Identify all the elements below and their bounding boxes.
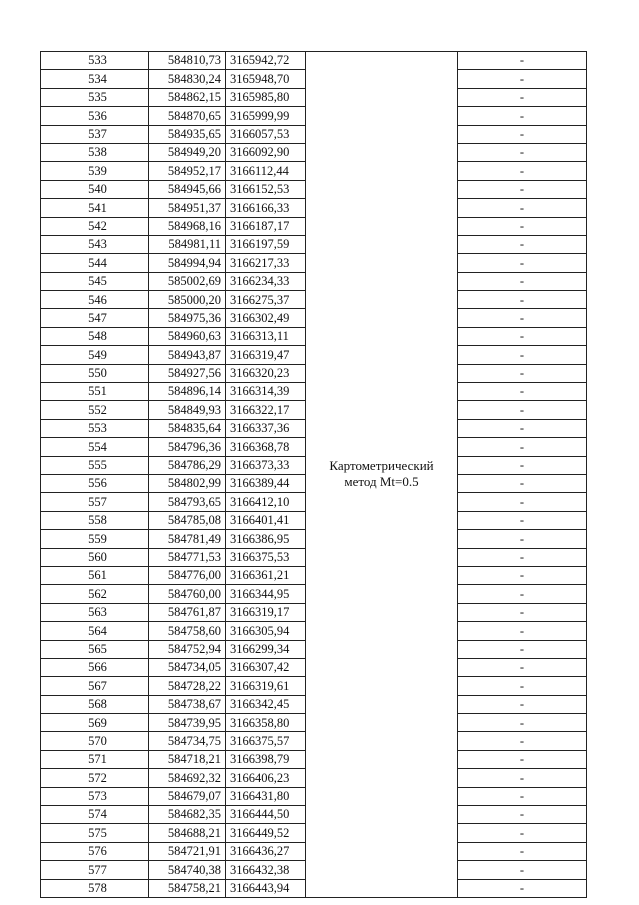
- note-cell: -: [458, 677, 587, 695]
- note-cell: -: [458, 585, 587, 603]
- point-number-cell: 558: [41, 511, 149, 529]
- point-number-cell: 562: [41, 585, 149, 603]
- coordinates-table: [40, 51, 587, 898]
- x-coordinate-cell: 584758,21: [149, 879, 226, 897]
- y-coordinate-cell: 3166412,10: [226, 493, 306, 511]
- y-coordinate-cell: 3166092,90: [226, 143, 306, 161]
- note-cell: -: [458, 143, 587, 161]
- x-coordinate-cell: 584739,95: [149, 714, 226, 732]
- note-cell: -: [458, 714, 587, 732]
- y-coordinate-cell: 3166436,27: [226, 842, 306, 860]
- y-coordinate-cell: 3166443,94: [226, 879, 306, 897]
- x-coordinate-cell: 584945,66: [149, 180, 226, 198]
- point-number-cell: 544: [41, 254, 149, 272]
- note-cell: -: [458, 622, 587, 640]
- point-number-cell: 563: [41, 603, 149, 621]
- point-number-cell: 549: [41, 346, 149, 364]
- note-cell: -: [458, 125, 587, 143]
- table-row: [41, 52, 587, 70]
- x-coordinate-cell: 584679,07: [149, 787, 226, 805]
- x-coordinate-cell: 584949,20: [149, 143, 226, 161]
- note-cell: -: [458, 493, 587, 511]
- y-coordinate-cell: 3166166,33: [226, 199, 306, 217]
- x-coordinate-cell: 584952,17: [149, 162, 226, 180]
- x-coordinate-cell: 584776,00: [149, 566, 226, 584]
- x-coordinate-cell: 584786,29: [149, 456, 226, 474]
- note-cell: -: [458, 217, 587, 235]
- x-coordinate-cell: 584740,38: [149, 861, 226, 879]
- x-coordinate-cell: 584943,87: [149, 346, 226, 364]
- point-number-cell: 552: [41, 401, 149, 419]
- note-cell: -: [458, 879, 587, 897]
- point-number-cell: 575: [41, 824, 149, 842]
- y-coordinate-cell: 3166197,59: [226, 235, 306, 253]
- y-coordinate-cell: 3166275,37: [226, 291, 306, 309]
- x-coordinate-cell: 584721,91: [149, 842, 226, 860]
- y-coordinate-cell: 3166319,47: [226, 346, 306, 364]
- note-cell: -: [458, 254, 587, 272]
- point-number-cell: 538: [41, 143, 149, 161]
- note-cell: -: [458, 291, 587, 309]
- x-coordinate-cell: 584994,94: [149, 254, 226, 272]
- x-coordinate-cell: 584935,65: [149, 125, 226, 143]
- y-coordinate-cell: 3166305,94: [226, 622, 306, 640]
- y-coordinate-cell: 3166319,17: [226, 603, 306, 621]
- x-coordinate-cell: 585002,69: [149, 272, 226, 290]
- note-cell: -: [458, 383, 587, 401]
- x-coordinate-cell: 584830,24: [149, 70, 226, 88]
- point-number-cell: 571: [41, 750, 149, 768]
- x-coordinate-cell: 584738,67: [149, 695, 226, 713]
- point-number-cell: 550: [41, 364, 149, 382]
- note-cell: -: [458, 199, 587, 217]
- y-coordinate-cell: 3166337,36: [226, 419, 306, 437]
- x-coordinate-cell: 584896,14: [149, 383, 226, 401]
- note-cell: -: [458, 162, 587, 180]
- y-coordinate-cell: 3166398,79: [226, 750, 306, 768]
- point-number-cell: 551: [41, 383, 149, 401]
- y-coordinate-cell: 3166313,11: [226, 327, 306, 345]
- point-number-cell: 548: [41, 327, 149, 345]
- point-number-cell: 536: [41, 107, 149, 125]
- point-number-cell: 569: [41, 714, 149, 732]
- note-cell: -: [458, 364, 587, 382]
- point-number-cell: 545: [41, 272, 149, 290]
- y-coordinate-cell: 3165948,70: [226, 70, 306, 88]
- point-number-cell: 534: [41, 70, 149, 88]
- point-number-cell: 578: [41, 879, 149, 897]
- point-number-cell: 556: [41, 474, 149, 492]
- note-cell: -: [458, 842, 587, 860]
- note-cell: -: [458, 769, 587, 787]
- point-number-cell: 573: [41, 787, 149, 805]
- note-cell: -: [458, 787, 587, 805]
- y-coordinate-cell: 3166361,21: [226, 566, 306, 584]
- x-coordinate-cell: 584968,16: [149, 217, 226, 235]
- y-coordinate-cell: 3166344,95: [226, 585, 306, 603]
- note-cell: -: [458, 658, 587, 676]
- y-coordinate-cell: 3165985,80: [226, 88, 306, 106]
- note-cell: -: [458, 750, 587, 768]
- x-coordinate-cell: 584796,36: [149, 438, 226, 456]
- x-coordinate-cell: 584862,15: [149, 88, 226, 106]
- x-coordinate-cell: 584849,93: [149, 401, 226, 419]
- point-number-cell: 542: [41, 217, 149, 235]
- y-coordinate-cell: 3166432,38: [226, 861, 306, 879]
- point-number-cell: 570: [41, 732, 149, 750]
- point-number-cell: 547: [41, 309, 149, 327]
- y-coordinate-cell: 3166373,33: [226, 456, 306, 474]
- note-cell: -: [458, 824, 587, 842]
- method-label-line1: Картометрический: [329, 457, 434, 473]
- x-coordinate-cell: 584688,21: [149, 824, 226, 842]
- note-cell: -: [458, 548, 587, 566]
- note-cell: -: [458, 419, 587, 437]
- y-coordinate-cell: 3166368,78: [226, 438, 306, 456]
- y-coordinate-cell: 3166401,41: [226, 511, 306, 529]
- point-number-cell: 576: [41, 842, 149, 860]
- point-number-cell: 539: [41, 162, 149, 180]
- note-cell: -: [458, 309, 587, 327]
- x-coordinate-cell: 584771,53: [149, 548, 226, 566]
- note-cell: -: [458, 401, 587, 419]
- point-number-cell: 543: [41, 235, 149, 253]
- y-coordinate-cell: 3166314,39: [226, 383, 306, 401]
- note-cell: -: [458, 640, 587, 658]
- y-coordinate-cell: 3166375,57: [226, 732, 306, 750]
- y-coordinate-cell: 3166187,17: [226, 217, 306, 235]
- x-coordinate-cell: 584728,22: [149, 677, 226, 695]
- y-coordinate-cell: 3166449,52: [226, 824, 306, 842]
- x-coordinate-cell: 584975,36: [149, 309, 226, 327]
- x-coordinate-cell: 584752,94: [149, 640, 226, 658]
- point-number-cell: 560: [41, 548, 149, 566]
- x-coordinate-cell: 584951,37: [149, 199, 226, 217]
- x-coordinate-cell: 584682,35: [149, 806, 226, 824]
- note-cell: -: [458, 107, 587, 125]
- point-number-cell: 567: [41, 677, 149, 695]
- method-label-line2: метод Mt=0.5: [344, 474, 419, 490]
- x-coordinate-cell: 584981,11: [149, 235, 226, 253]
- x-coordinate-cell: 584781,49: [149, 530, 226, 548]
- note-cell: -: [458, 52, 587, 70]
- point-number-cell: 546: [41, 291, 149, 309]
- point-number-cell: 568: [41, 695, 149, 713]
- x-coordinate-cell: 584960,63: [149, 327, 226, 345]
- x-coordinate-cell: 585000,20: [149, 291, 226, 309]
- note-cell: -: [458, 70, 587, 88]
- y-coordinate-cell: 3166152,53: [226, 180, 306, 198]
- note-cell: -: [458, 695, 587, 713]
- note-cell: -: [458, 566, 587, 584]
- y-coordinate-cell: 3166342,45: [226, 695, 306, 713]
- note-cell: -: [458, 272, 587, 290]
- point-number-cell: 572: [41, 769, 149, 787]
- y-coordinate-cell: 3166057,53: [226, 125, 306, 143]
- y-coordinate-cell: 3166375,53: [226, 548, 306, 566]
- x-coordinate-cell: 584761,87: [149, 603, 226, 621]
- point-number-cell: 554: [41, 438, 149, 456]
- note-cell: -: [458, 861, 587, 879]
- x-coordinate-cell: 584802,99: [149, 474, 226, 492]
- y-coordinate-cell: 3166431,80: [226, 787, 306, 805]
- y-coordinate-cell: 3166234,33: [226, 272, 306, 290]
- point-number-cell: 533: [41, 52, 149, 70]
- y-coordinate-cell: 3166302,49: [226, 309, 306, 327]
- y-coordinate-cell: 3166217,33: [226, 254, 306, 272]
- method-cell: [306, 52, 458, 898]
- x-coordinate-cell: 584734,05: [149, 658, 226, 676]
- note-cell: -: [458, 603, 587, 621]
- point-number-cell: 559: [41, 530, 149, 548]
- point-number-cell: 577: [41, 861, 149, 879]
- y-coordinate-cell: 3166319,61: [226, 677, 306, 695]
- y-coordinate-cell: 3166112,44: [226, 162, 306, 180]
- x-coordinate-cell: 584793,65: [149, 493, 226, 511]
- x-coordinate-cell: 584760,00: [149, 585, 226, 603]
- x-coordinate-cell: 584785,08: [149, 511, 226, 529]
- y-coordinate-cell: 3165999,99: [226, 107, 306, 125]
- y-coordinate-cell: 3166307,42: [226, 658, 306, 676]
- note-cell: -: [458, 346, 587, 364]
- coordinates-table-body: [41, 52, 587, 898]
- x-coordinate-cell: 584927,56: [149, 364, 226, 382]
- point-number-cell: 537: [41, 125, 149, 143]
- point-number-cell: 535: [41, 88, 149, 106]
- y-coordinate-cell: 3166389,44: [226, 474, 306, 492]
- x-coordinate-cell: 584692,32: [149, 769, 226, 787]
- note-cell: -: [458, 180, 587, 198]
- point-number-cell: 541: [41, 199, 149, 217]
- x-coordinate-cell: 584758,60: [149, 622, 226, 640]
- x-coordinate-cell: 584718,21: [149, 750, 226, 768]
- y-coordinate-cell: 3166358,80: [226, 714, 306, 732]
- note-cell: -: [458, 530, 587, 548]
- y-coordinate-cell: 3166299,34: [226, 640, 306, 658]
- x-coordinate-cell: 584810,73: [149, 52, 226, 70]
- point-number-cell: 574: [41, 806, 149, 824]
- point-number-cell: 553: [41, 419, 149, 437]
- y-coordinate-cell: 3166444,50: [226, 806, 306, 824]
- x-coordinate-cell: 584734,75: [149, 732, 226, 750]
- y-coordinate-cell: 3165942,72: [226, 52, 306, 70]
- point-number-cell: 566: [41, 658, 149, 676]
- point-number-cell: 564: [41, 622, 149, 640]
- note-cell: -: [458, 456, 587, 474]
- note-cell: -: [458, 511, 587, 529]
- x-coordinate-cell: 584870,65: [149, 107, 226, 125]
- point-number-cell: 561: [41, 566, 149, 584]
- point-number-cell: 557: [41, 493, 149, 511]
- point-number-cell: 540: [41, 180, 149, 198]
- point-number-cell: 555: [41, 456, 149, 474]
- note-cell: -: [458, 438, 587, 456]
- y-coordinate-cell: 3166322,17: [226, 401, 306, 419]
- note-cell: -: [458, 235, 587, 253]
- y-coordinate-cell: 3166406,23: [226, 769, 306, 787]
- y-coordinate-cell: 3166320,23: [226, 364, 306, 382]
- point-number-cell: 565: [41, 640, 149, 658]
- note-cell: -: [458, 474, 587, 492]
- y-coordinate-cell: 3166386,95: [226, 530, 306, 548]
- note-cell: -: [458, 806, 587, 824]
- note-cell: -: [458, 327, 587, 345]
- note-cell: -: [458, 732, 587, 750]
- note-cell: -: [458, 88, 587, 106]
- x-coordinate-cell: 584835,64: [149, 419, 226, 437]
